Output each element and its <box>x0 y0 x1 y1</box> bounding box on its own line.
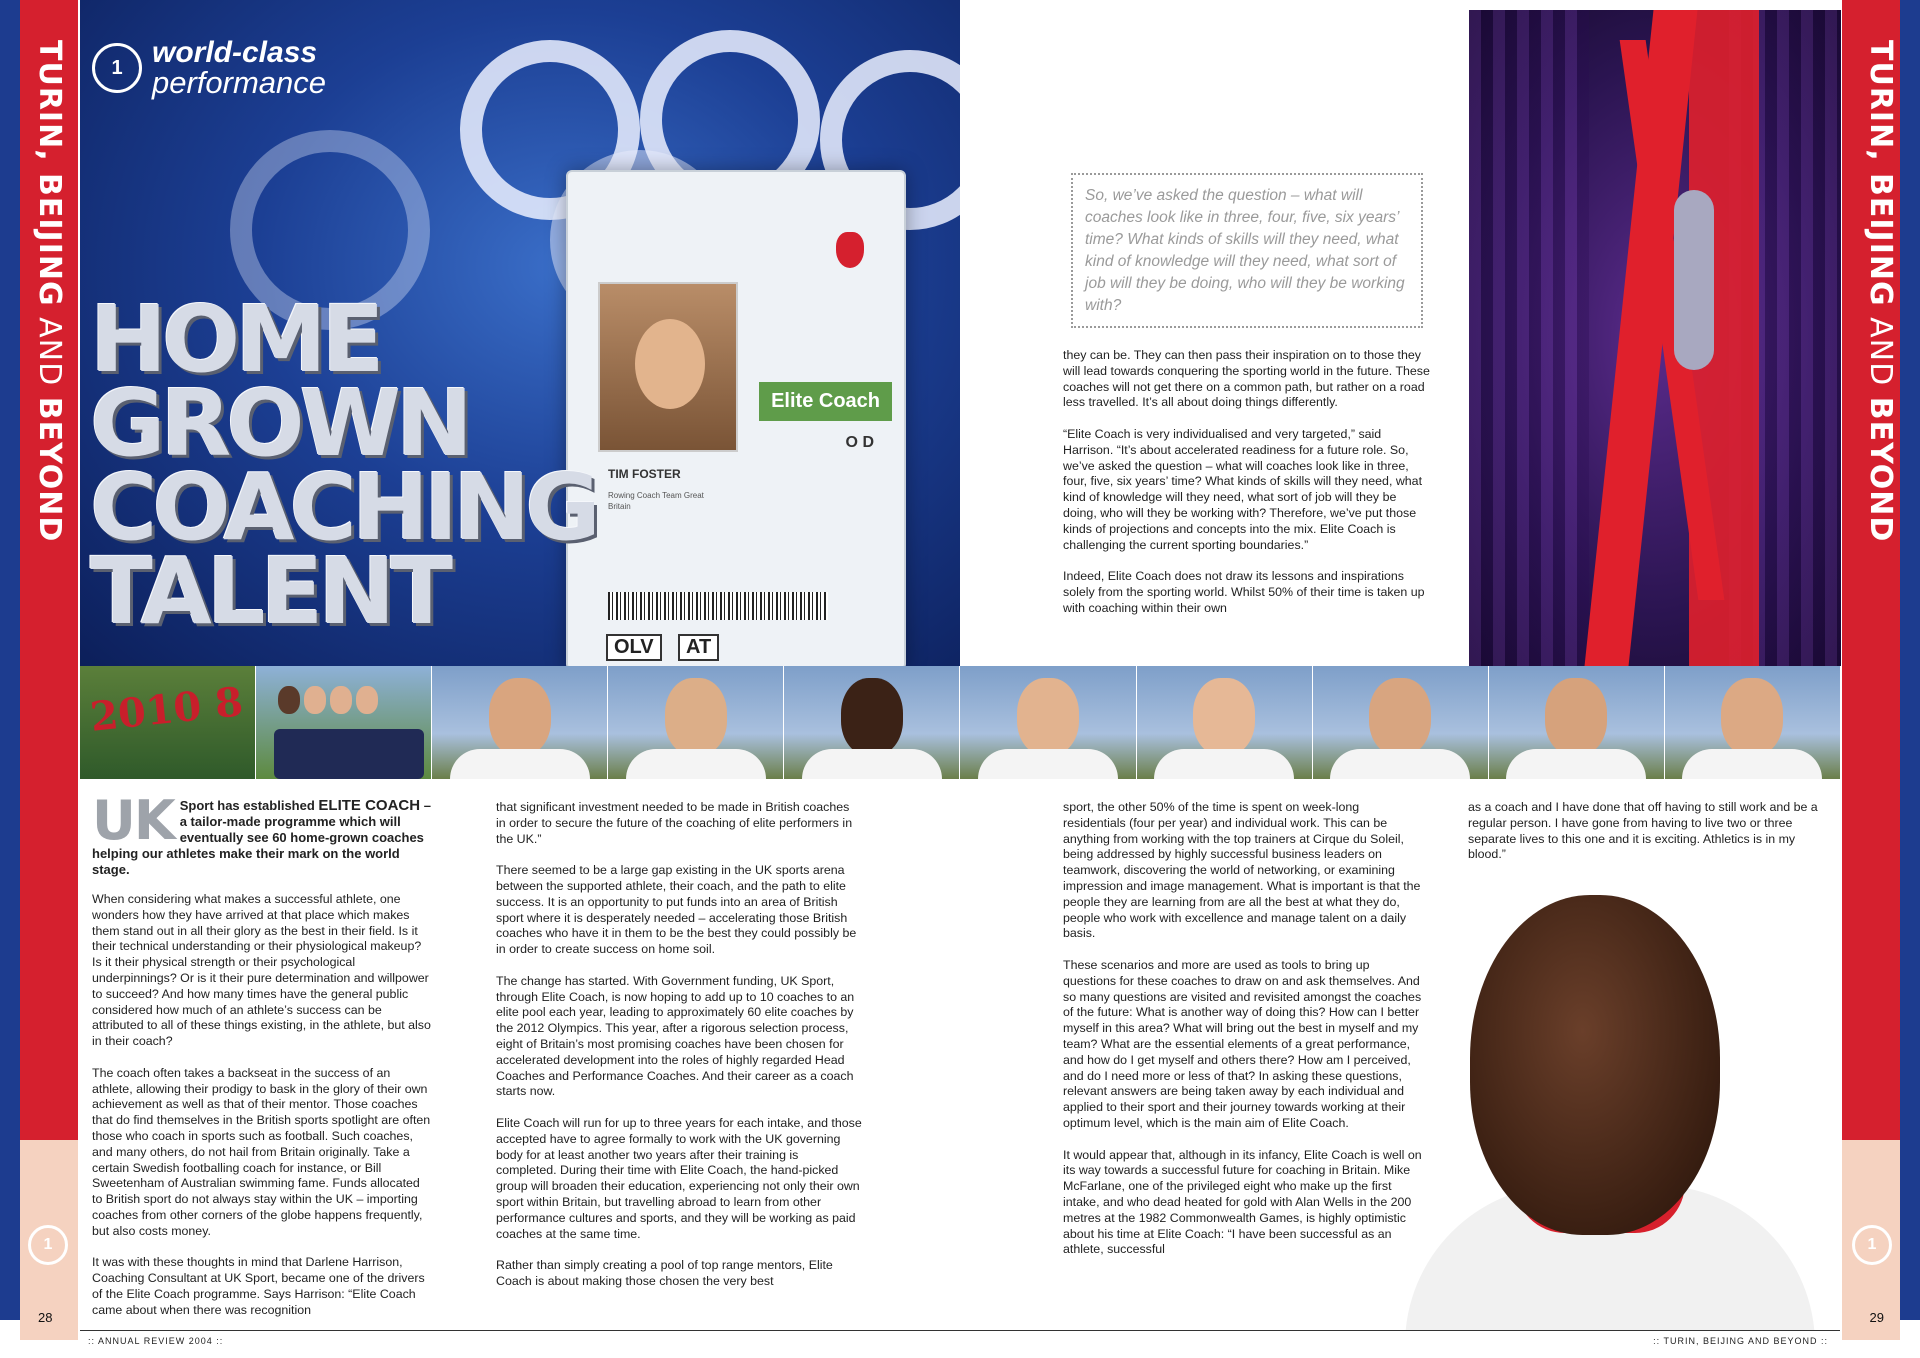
accreditation-badge <box>566 170 906 666</box>
aerial-performer-photo <box>1469 10 1841 666</box>
article-headline: HOME GROWN COACHING TALENT <box>90 286 596 645</box>
article-intro: UK Sport has established ELITE COACH – a tailor-made programme which will eventually see 60 home-grown coaches helping our athletes make their mark on the world stage. <box>92 789 431 877</box>
barcode <box>608 592 828 620</box>
strip-photo-coach <box>960 666 1136 779</box>
badge-od: O D <box>845 434 874 451</box>
page-number-left: 28 <box>38 1310 53 1325</box>
coaches-photo-strip <box>80 666 1840 779</box>
strip-photo-coach <box>1665 666 1840 779</box>
strip-photo-group <box>256 666 432 779</box>
beijing-logo-icon <box>836 232 864 268</box>
medal-icon: 1 <box>92 43 142 93</box>
world-class-performance-logo <box>92 38 326 98</box>
badge-photo <box>598 282 738 452</box>
footer-right-text: :: TURIN, BEIJING AND BEYOND :: <box>1653 1336 1828 1346</box>
strip-photo-coach <box>1489 666 1665 779</box>
coach-portrait-photo <box>1345 885 1825 1330</box>
strip-photo-coach <box>1313 666 1489 779</box>
article-column-4: as a coach and I have done that off having to still work and be a regular person. I have gone from having to live two or three separate lives to this one and it is exciting. Athletics is in my blood.” <box>1468 800 1818 862</box>
badge-name: TIM FOSTER <box>608 467 681 481</box>
badge-tag: Elite Coach <box>759 382 892 421</box>
footer-rule <box>80 1330 1840 1331</box>
badge-code: AT <box>678 634 719 661</box>
right-side-stripe <box>1840 0 1920 1358</box>
upper-text-column: they can be. They can then pass their inspiration on to those they will lead towards conquering the sporting world in the future. These coaches will not get there on a common path, but rather on a road less travelled. It’s all about doing things differently. “Elite Coach is very individualised and very targeted,” said Harrison. “It’s about accelerated readiness for a future role. So, we’ve asked the question – what will coaches look like in three, four, five, six years’ time? What kinds of skills will they need, what kind of knowledge will they need, what sort of job will they be doing, who will they be working with? Therefore, we’ve put those kinds of projections and concepts into the mix. Elite Coach is challenging the current sporting boundaries.” Indeed, Elite Coach does not draw its lessons and inspirations solely from the sporting world. Whilst 50% of their time is taken up with coaching within their own <box>1063 348 1430 615</box>
badge-role: Rowing Coach Team Great Britain <box>608 491 704 511</box>
article-column-3: sport, the other 50% of the time is spent on week-long residentials (four per year) and individual work. This can be anything from working with the top trainers at Cirque du Soleil, being addressed by highly successful business leaders on teamwork, discovering the world of networking, or examining impression and image management. What is important is that the people they are learning from are all the best at what they do, people who work with excellence and manage talent on a daily basis. These scenarios and more are used as tools to bring up questions for these coaches to draw on and ask themselves. And so many questions are visited and revisited amongst the coaches of the future: What is another way of doing this? How can I better myself in this area? What will bring out the best in myself and my team? What are the essential elements of a great performance, and how do I get myself and others there? How am I perceived, and do I need more or less of that? In asking these questions, relevant answers are being taken away by each individual and applied to their sport and their journey towards working at their optimum level, which is the main aim of Elite Coach. It would appear that, although in its infancy, Elite Coach is well on its way towards a successful future for coaching in Britain. Mike McFarlane, one of the privileged eight who make up the first intake, and who dead heated for gold with Alan Wells in the 200 metres at the 1982 Commonwealth Games, is highly optimistic about his time at Elite Coach: “I have been successful as an athlete, successful <box>1063 800 1422 1257</box>
strip-photo-coach <box>432 666 608 779</box>
medal-icon: 1 <box>28 1225 68 1265</box>
strip-photo: 2010 8 <box>80 666 256 779</box>
article-column-2: that significant investment needed to be made in British coaches in order to secure the future of the coaching of elite performers in the UK.” There seemed to be a large gap existing in the UK sports arena between the supported athlete, their coach, and the path to elite success. It is an opportunity to put funds into an area of British sport where it is desperately needed – accelerating those British coaches who have it in them to be the best they could possibly be in order to create success on home soil. The change has started. With Government funding, UK Sport, through Elite Coach, is now hoping to add up to 10 coaches to an elite pool each year, leading to approximately 60 elite coaches by the 2012 Olympics. This year, after a rigorous selection process, eight of Britain’s most promising coaches have been chosen for accelerated development into the roles of highly regarded Head Coaches and Performance Coaches. And their career as a coach starts now. Elite Coach will run for up to three years for each intake, and those accepted have to agree formally to work with the UK governing body for at least another two years after their training is completed. During their time with Elite Coach, the hand-picked group will broaden their education, experiencing not only their own sport within Britain, but travelling abroad to learn from other performance cultures and sports, and they will be working as paid coaches at the same time. Rather than simply creating a pool of top range mentors, Elite Coach is about making those chosen the very best <box>496 800 862 1288</box>
left-side-stripe <box>0 0 80 1358</box>
strip-photo-coach <box>608 666 784 779</box>
logo-line-2: performance <box>152 65 327 100</box>
strip-photo-coach <box>1137 666 1313 779</box>
right-side-title: TURIN, BEIJING AND BEYOND <box>1863 40 1898 543</box>
footer-left-text: :: ANNUAL REVIEW 2004 :: <box>88 1336 224 1346</box>
article-column-1: UK Sport has established ELITE COACH – a tailor-made programme which will eventually see 60 home-grown coaches helping our athletes make their mark on the world stage. When considering what makes a successful athlete, one wonders how they have arrived at that place which makes them stand out in all their glory as the best in their field. Is it their technical understanding or their physiological makeup? Is it their physical strength or their psychological underpinnings? Or is it their pure determination and willpower to succeed? And how many times have the general public considered how much of an athlete’s success can be attributed to all of these things existing, in the athlete, but also in their coach? The coach often takes a backseat in the success of an athlete, allowing their prodigy to bask in the glory of their own achievement as well as that of their mentor. Those coaches that do find themselves in the British sports spotlight are often those who coach in sports such as football. Such coaches, and many others, do not hail from Britain originally. Take a certain Swedish footballing coach for instance, or Bill Sweetenham of Australian swimming fame. Funds allocated to British sport do not always stay within the UK – importing coaches from other corners of the globe happens frequently, but also costs money. It was with these thoughts in mind that Darlene Harrison, Coaching Consultant at UK Sport, became one of the drivers of the Elite Coach programme. Says Harrison: “Elite Coach came about when there was recognition <box>92 789 431 1317</box>
strip-photo-coach <box>784 666 960 779</box>
logo-line-1: world-class <box>152 36 318 69</box>
badge-code: OLV <box>606 634 662 661</box>
medal-icon: 1 <box>1852 1225 1892 1265</box>
left-side-title: TURIN, BEIJING AND BEYOND <box>32 40 67 543</box>
performer-figure <box>1674 190 1714 370</box>
pull-quote: So, we’ve asked the question – what will coaches look like in three, four, five, six years’ time? What kinds of skills will they need, what kind of knowledge will they need, what sort of job will they be doing, who will they be working with? <box>1071 173 1423 328</box>
drop-cap: UK <box>92 789 174 852</box>
page-number-right: 29 <box>1869 1310 1884 1325</box>
